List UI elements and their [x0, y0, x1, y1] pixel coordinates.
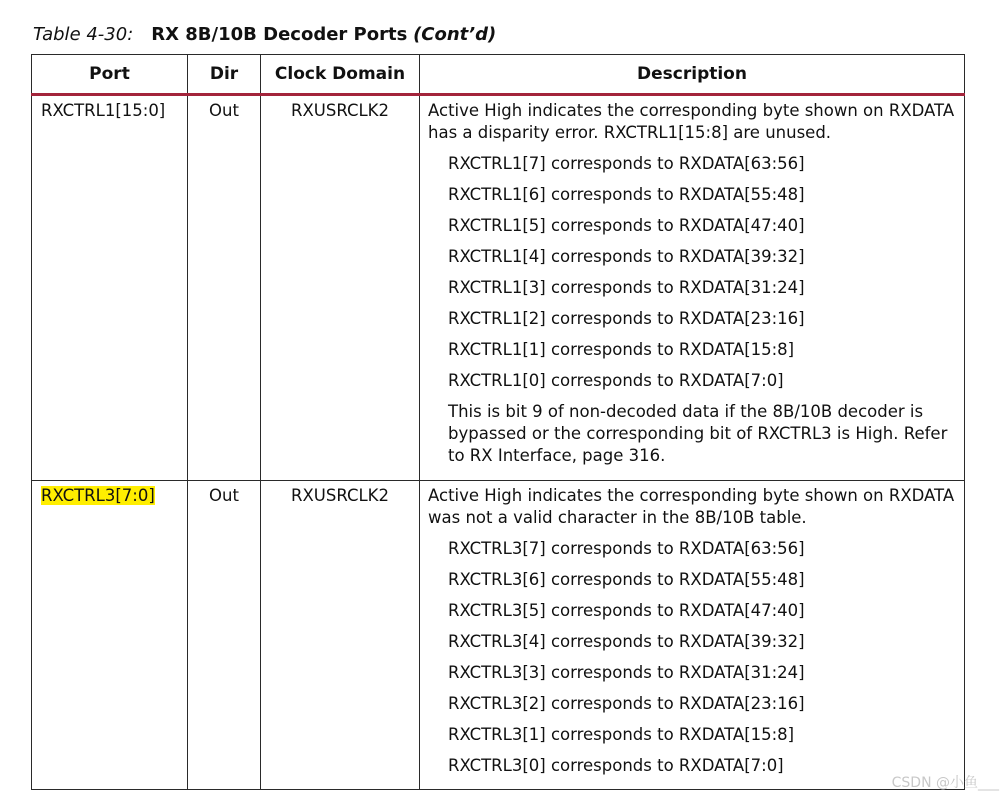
clock-cell: RXUSRCLK2 — [261, 481, 420, 790]
mapping-line: RXCTRL3[7] corresponds to RXDATA[63:56] — [448, 539, 805, 558]
port-name: RXCTRL1[15:0] — [41, 101, 166, 120]
mapping-line: RXCTRL1[7] corresponds to RXDATA[63:56] — [448, 154, 805, 173]
mapping-line: RXCTRL3[1] corresponds to RXDATA[15:8] — [448, 725, 795, 744]
description-text: Active High indicates the corresponding byte shown on RXDATA was not a valid character in the 8B/10B table. — [428, 486, 955, 527]
table-continued-label: (Cont’d) — [413, 24, 497, 45]
mapping-line: RXCTRL3[5] corresponds to RXDATA[47:40] — [448, 601, 805, 620]
port-cell — [32, 481, 188, 790]
table-row — [32, 481, 965, 790]
description-text: Active High indicates the corresponding byte shown on RXDATA has a disparity error. RXCTRL1[15:8] are unused. — [428, 101, 955, 142]
header-row — [32, 55, 965, 95]
table-title: RX 8B/10B Decoder Ports — [151, 24, 408, 45]
port-name-highlighted: RXCTRL3[7:0] — [41, 486, 155, 505]
description-cell — [420, 481, 965, 790]
table-number: Table 4-30: — [33, 24, 134, 45]
mapping-line: RXCTRL1[1] corresponds to RXDATA[15:8] — [448, 340, 795, 359]
mapping-line: RXCTRL1[5] corresponds to RXDATA[47:40] — [448, 216, 805, 235]
mapping-line: RXCTRL1[4] corresponds to RXDATA[39:32] — [448, 247, 805, 266]
dir-cell: Out — [188, 481, 261, 790]
dir-cell: Out — [188, 95, 261, 481]
table-caption — [33, 22, 496, 48]
mapping-line: RXCTRL1[2] corresponds to RXDATA[23:16] — [448, 309, 805, 328]
header-dir: Dir — [188, 55, 261, 95]
mapping-line: RXCTRL3[3] corresponds to RXDATA[31:24] — [448, 663, 805, 682]
header-clock-domain: Clock Domain — [261, 55, 420, 95]
mapping-line: RXCTRL1[3] corresponds to RXDATA[31:24] — [448, 278, 805, 297]
mapping-line: RXCTRL1[6] corresponds to RXDATA[55:48] — [448, 185, 805, 204]
mapping-line: RXCTRL3[4] corresponds to RXDATA[39:32] — [448, 632, 805, 651]
bypass-note: This is bit 9 of non-decoded data if the 8B/10B decoder is bypassed or the corresponding bit of RXCTRL3 is High. Refer to RX Interface, page 316. — [448, 402, 948, 465]
mapping-line: RXCTRL1[0] corresponds to RXDATA[7:0] — [448, 371, 784, 390]
port-cell — [32, 95, 188, 481]
header-description: Description — [420, 55, 965, 95]
header-port: Port — [32, 55, 188, 95]
mapping-line: RXCTRL3[2] corresponds to RXDATA[23:16] — [448, 694, 805, 713]
clock-cell: RXUSRCLK2 — [261, 95, 420, 481]
table-row — [32, 95, 965, 481]
description-cell — [420, 95, 965, 481]
mapping-line: RXCTRL3[6] corresponds to RXDATA[55:48] — [448, 570, 805, 589]
mapping-line: RXCTRL3[0] corresponds to RXDATA[7:0] — [448, 756, 784, 775]
watermark: CSDN @小鱼___ — [891, 775, 999, 791]
decoder-ports-table — [31, 54, 965, 790]
